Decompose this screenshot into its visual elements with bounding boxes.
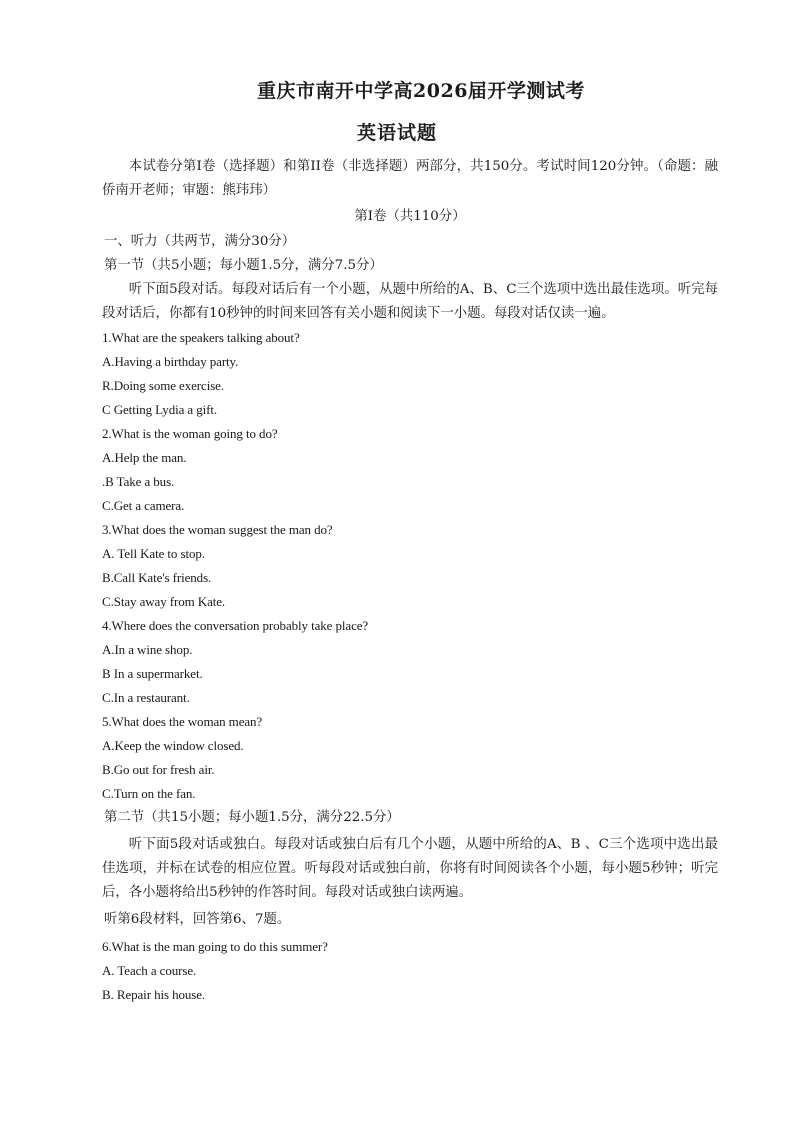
section-two-questions bbox=[102, 935, 718, 1007]
question-stem: 6.What is the man going to do this summer? bbox=[102, 939, 328, 954]
question-option: R.Doing some exercise. bbox=[102, 378, 224, 393]
question-option: A.In a wine shop. bbox=[102, 642, 193, 657]
material-heading: 听第6段材料，回答第6、7题。 bbox=[104, 912, 291, 927]
question-block bbox=[102, 326, 718, 422]
question-block bbox=[102, 518, 718, 614]
question-option: B.Call Kate's friends. bbox=[102, 570, 212, 585]
question-option: C.In a restaurant. bbox=[102, 690, 190, 705]
question-option: A. Tell Kate to stop. bbox=[102, 546, 205, 561]
question-block bbox=[102, 710, 718, 806]
question-stem: 4.Where does the conversation probably take place? bbox=[102, 618, 369, 633]
question-option: B. Repair his house. bbox=[102, 987, 206, 1002]
section-one-instructions: 听下面5段对话。每段对话后有一个小题，从题中所给的A、B、C三个选项中选出最佳选项。听完每段对话后，你都有10秒钟的时间来回答有关小题和阅读下一小题。每段对话仅读一遍。 bbox=[102, 282, 718, 321]
question-stem: 2.What is the woman going to do? bbox=[102, 426, 278, 441]
question-option: C.Stay away from Kate. bbox=[102, 594, 226, 609]
question-option: A. Teach a course. bbox=[102, 963, 197, 978]
volume-heading: 第I卷（共110分） bbox=[354, 209, 466, 224]
question-option: .B Take a bus. bbox=[102, 474, 175, 489]
exam-subtitle: 英语试题 bbox=[356, 122, 437, 144]
section-one-questions bbox=[102, 326, 718, 806]
question-option: A.Keep the window closed. bbox=[102, 738, 244, 753]
question-stem: 5.What does the woman mean? bbox=[102, 714, 263, 729]
question-block bbox=[102, 935, 718, 1007]
question-option: A.Help the man. bbox=[102, 450, 187, 465]
question-option: B In a supermarket. bbox=[102, 666, 203, 681]
question-block bbox=[102, 614, 718, 710]
intro-paragraph: 本试卷分第I卷（选择题）和第II卷（非选择题）两部分，共150分。考试时间120分钟。（命题：融侨南开老师；审题：熊玮玮） bbox=[102, 159, 718, 198]
question-option: A.Having a birthday party. bbox=[102, 354, 239, 369]
question-option: B.Go out for fresh air. bbox=[102, 762, 215, 777]
section-two-instructions: 听下面5段对话或独白。每段对话或独白后有几个小题，从题中所给的A、B 、C三个选项中选出最佳选项，并标在试卷的相应位置。听每段对话或独白前，你将有时间阅读各个小题，每小题5秒钟；听完后，各小题将给出5秒钟的作答时间。每段对话或独白读两遍。 bbox=[102, 837, 718, 900]
question-block bbox=[102, 422, 718, 518]
question-option: C.Get a camera. bbox=[102, 498, 185, 513]
exam-content bbox=[102, 155, 718, 1007]
section-one-heading: 第一节（共5小题；每小题1.5分，满分7.5分） bbox=[104, 258, 383, 273]
question-stem: 3.What does the woman suggest the man do? bbox=[102, 522, 333, 537]
question-option: C Getting Lydia a gift. bbox=[102, 402, 218, 417]
exam-title: 重庆市南开中学高2026届开学测试考 bbox=[257, 80, 585, 102]
part-one-heading: 一、听力（共两节，满分30分） bbox=[104, 234, 296, 249]
question-option: C.Turn on the fan. bbox=[102, 786, 196, 801]
section-two-heading: 第二节（共15小题；每小题1.5分，满分22.5分） bbox=[104, 810, 400, 825]
question-stem: 1.What are the speakers talking about? bbox=[102, 330, 300, 345]
